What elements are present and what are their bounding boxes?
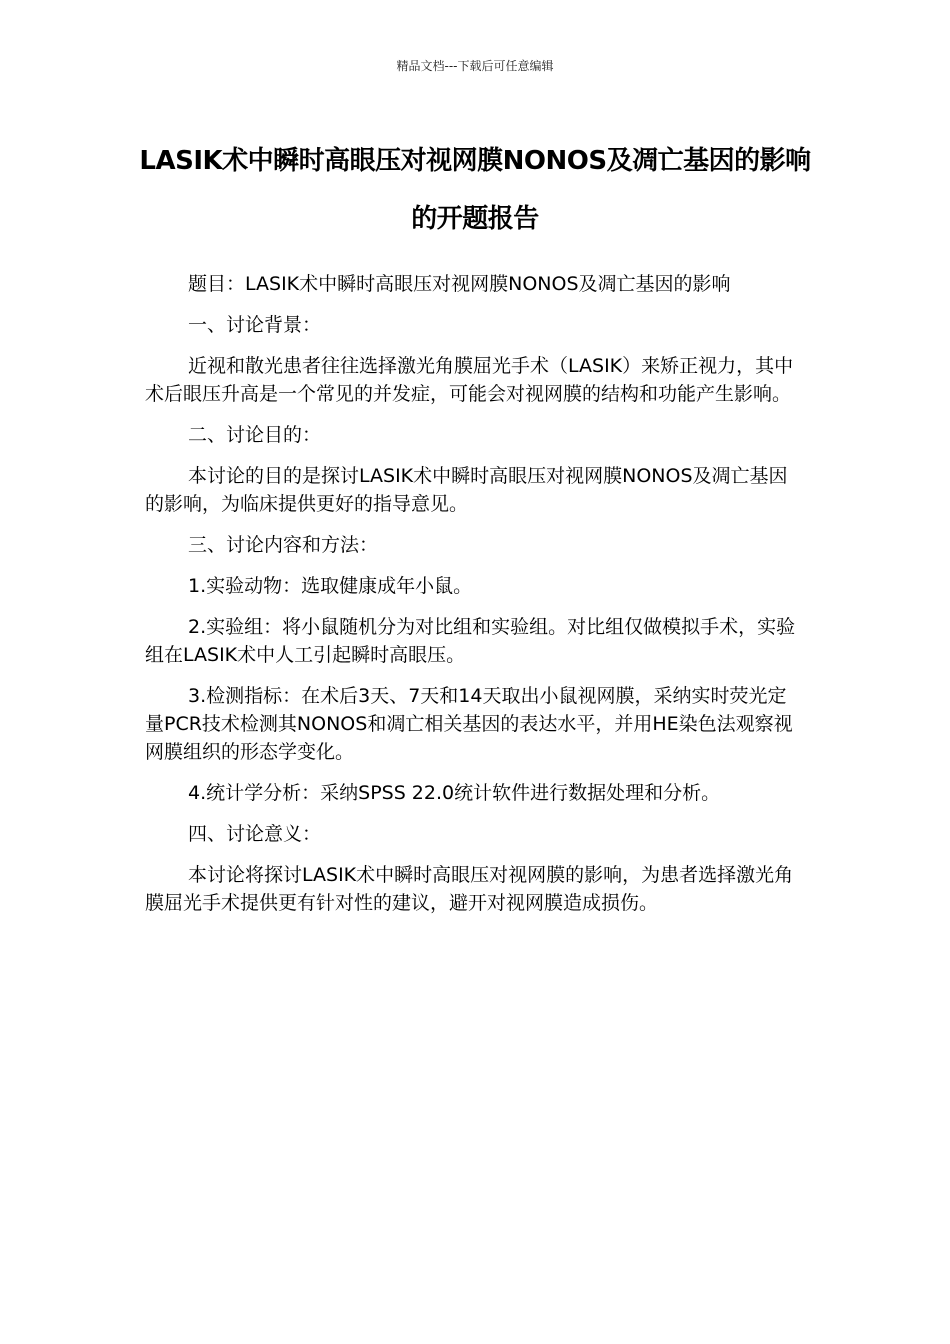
significance-paragraph: 本讨论将探讨LASIK术中瞬时高眼压对视网膜的影响，为患者选择激光角膜屈光手术提供更有针对性的建议，避开对视网膜造成损伤。 (145, 864, 794, 914)
method-item-indicators: 3.检测指标：在术后3天、7天和14天取出小鼠视网膜，采纳实时荧光定量PCR技术检测其NONOS和凋亡相关基因的表达水平，并用HE染色法观察视网膜组织的形态学变化。 (145, 685, 793, 763)
header-note: 精品文档---下载后可任意编辑 (396, 59, 554, 73)
purpose-paragraph: 本讨论的目的是探讨LASIK术中瞬时高眼压对视网膜NONOS及凋亡基因的影响，为临床提供更好的指导意见。 (145, 465, 788, 515)
method-item-animals: 1.实验动物：选取健康成年小鼠。 (188, 575, 473, 597)
background-paragraph: 近视和散光患者往往选择激光角膜屈光手术（LASIK）来矫正视力，其中术后眼压升高是一个常见的并发症，可能会对视网膜的结构和功能产生影响。 (145, 355, 794, 405)
section-heading-purpose: 二、讨论目的： (188, 424, 322, 446)
method-item-statistics: 4.统计学分析：采纳SPSS 22.0统计软件进行数据处理和分析。 (188, 782, 721, 804)
section-heading-background: 一、讨论背景： (188, 314, 322, 336)
section-heading-methods: 三、讨论内容和方法： (188, 534, 379, 556)
method-item-groups: 2.实验组：将小鼠随机分为对比组和实验组。对比组仅做模拟手术，实验组在LASIK术中人工引起瞬时高眼压。 (145, 616, 796, 666)
document-title: LASIK术中瞬时高眼压对视网膜NONOS及凋亡基因的影响的开题报告 (139, 146, 811, 234)
topic-paragraph: 题目：LASIK术中瞬时高眼压对视网膜NONOS及凋亡基因的影响 (188, 273, 731, 295)
section-heading-significance: 四、讨论意义： (188, 823, 322, 845)
document-body (145, 270, 805, 930)
